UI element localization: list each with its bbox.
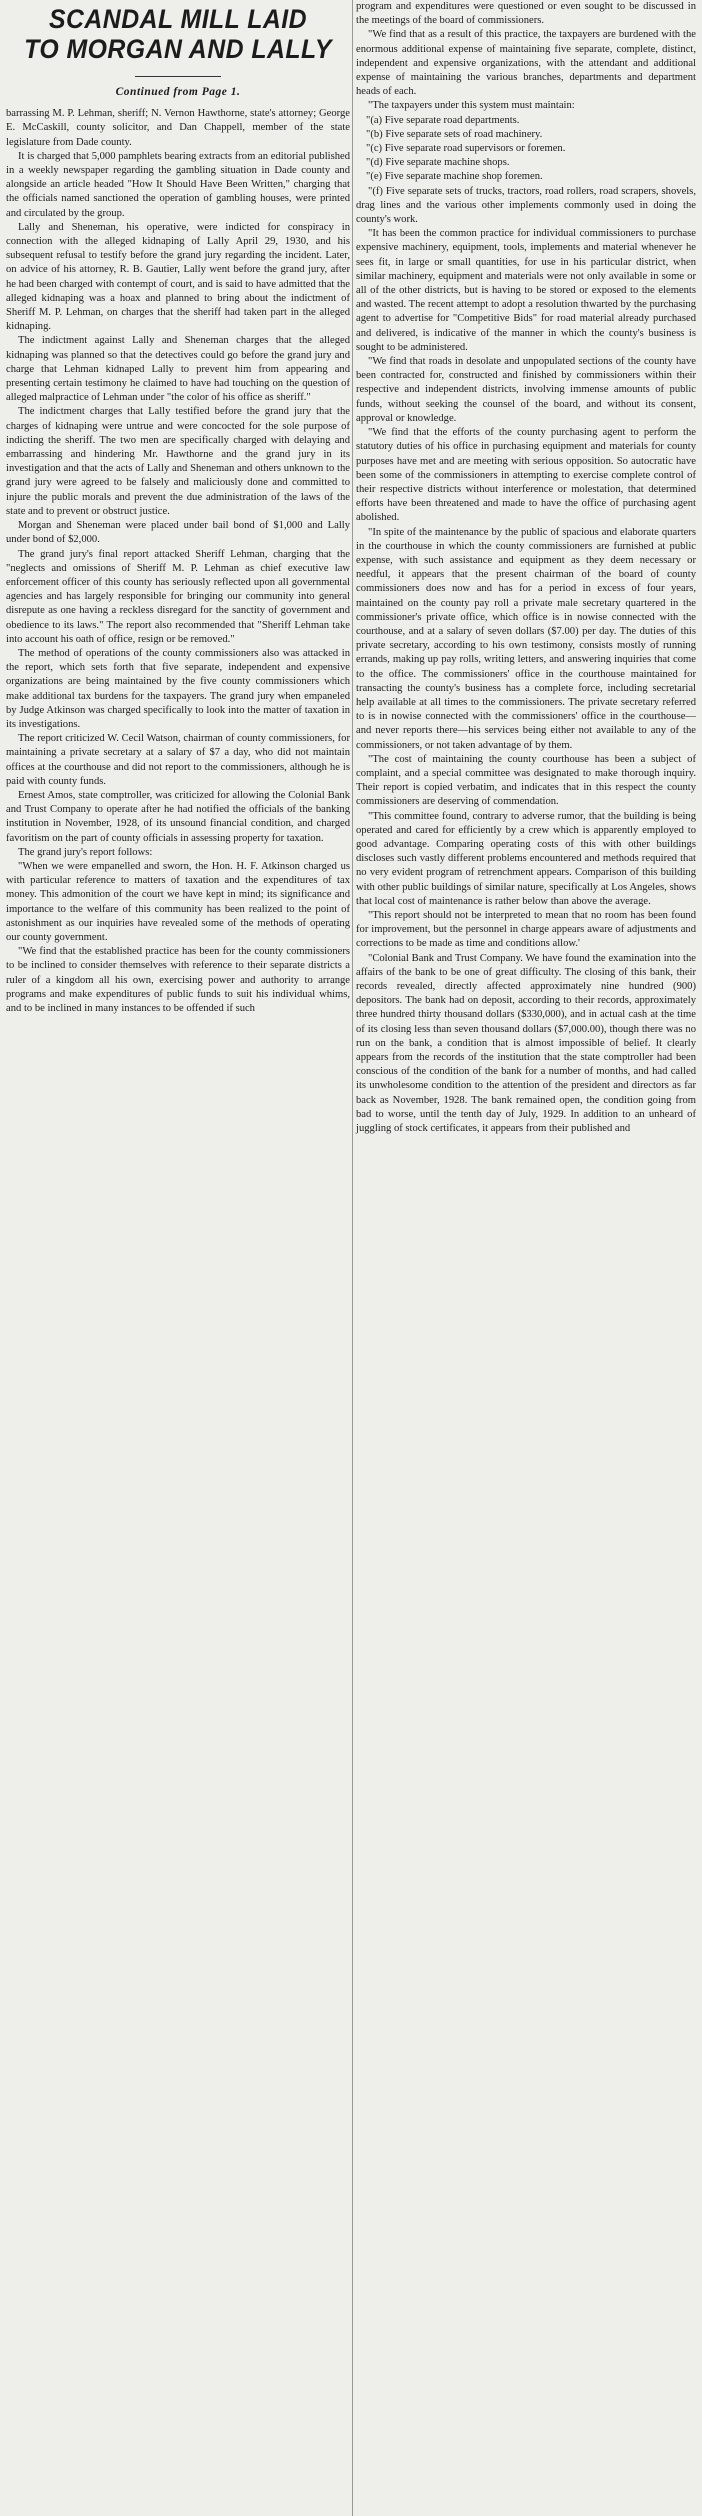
article-paragraph: "It has been the common practice for individual commissioners to purchase expensive machinery, equipment, tools, implements and material whenever he sees fit, in large or small quantities, for use in his particular district, when similar machinery, equipment and materials were not only available in some or all of the other districts, but is having to be stored or exposed to the elements and wasted. The recent attempt to adopt a resolution thwarted by the purchasing agent to advertise for "Competitive Bids" for road material already purchased and delivered, is indicative of the manner in which the county's business is sought to be administered. — [356, 228, 696, 353]
left-column — [6, 0, 350, 1016]
article-paragraph: "(e) Five separate machine shop foremen. — [366, 171, 543, 183]
headline — [20, 4, 336, 64]
article-paragraph: It is charged that 5,000 pamphlets bearing extracts from an editorial published in a weekly newspaper regarding the gambling situation in Dade county and alongside an article headed "How It Should Have Been Written," charging that the officials named sanctioned the operation of gambling houses, were printed and circulated by the group. — [6, 150, 350, 219]
article-paragraph: The indictment charges that Lally testified before the grand jury that the charges of kidnaping were untrue and were concocted for the sole purpose of indicting the sheriff. The two men are specifically charged with delaying and embarrassing and hindering Mr. Hawthorne and the grand jury in its investigation and that the acts of Lally and Sheneman and others unknown to the grand jury were agreed to be falsely and maliciously done and committed to injure the public morals and prevent the due administration of the laws of the state and to prevent or obstruct justice. — [6, 406, 350, 517]
column-rule — [352, 0, 353, 2516]
article-paragraph: Ernest Amos, state comptroller, was criticized for allowing the Colonial Bank and Trust Company to operate after he had notified the officials of the banking institution in November, 1928, of its unsound financial condition, and charged favoritism on the part of county officials in assessing property for taxation. — [6, 789, 350, 844]
headline-rule — [135, 76, 221, 77]
article-paragraph: "This report should not be interpreted to mean that no room has been found for improvement, but the personnel in charge appears aware of adjustments and corrections to be made as time and conditions allow.' — [356, 910, 696, 950]
article-paragraph: "(f) Five separate sets of trucks, tractors, road rollers, road scrapers, shovels, drag lines and the various other implements commonly used in doing the county's work. — [356, 185, 696, 226]
headline-line-1: SCANDAL MILL LAID — [48, 4, 308, 34]
article-paragraph: "The taxpayers under this system must maintain: — [368, 100, 575, 112]
article-paragraph: The grand jury's report follows: — [18, 846, 153, 858]
article-paragraph: "We find that the efforts of the county purchasing agent to perform the statutory duties of his office in purchasing equipment and materials for county purposes have met and are meeting with serious opposition. So autocratic have been some of the commissioners in attempting to exercise complete control of their respective districts without interference or molestation, that determined efforts have been threatened and made to have the office of purchasing agent abolished. — [356, 427, 696, 524]
article-paragraph: Morgan and Sheneman were placed under bail bond of $1,000 and Lally under bond of $2,000. — [6, 520, 350, 546]
article-paragraph: "When we were empanelled and sworn, the Hon. H. F. Atkinson charged us with particular reference to matters of taxation and the expenditures of tax money. This admonition of the court we have kept in mind; its significance and importance to the welfare of this community has been realized to the point of astonishment as our inquiries have revealed some of the methods of operating our county government. — [6, 860, 350, 943]
right-column-body — [356, 0, 696, 1136]
article-paragraph: "(c) Five separate road supervisors or foremen. — [366, 143, 566, 155]
headline-line-2: TO MORGAN AND LALLY — [24, 34, 332, 64]
article-paragraph: "Colonial Bank and Trust Company. We have found the examination into the affairs of the bank to be one of great difficulty. The closing of this bank, their records revealed, directly affected approximately nine hundred (900) depositors. The bank had on deposit, according to their records, approximately three hundred thirty thousand dollars ($330,000), and in actual cash at the time of its closing less than seven thousand dollars ($7,000.00), though there was no run on the bank, a condition that is almost impossible of belief. It clearly appears from the records of the institution that the state comptroller had been conscious of the condition of the bank for a number of months, and had called its unwholesome condition to the attention of the president and directors as far back as November, 1928. The bank remained open, the condition going from bad to worse, until the tenth day of July, 1929. In addition to an unheard of juggling of stock certificates, it appears from their published and — [356, 952, 696, 1135]
right-column — [356, 0, 696, 1136]
article-paragraph: "This committee found, contrary to adverse rumor, that the building is being operated and cared for efficiently by a crew which is apparently employed to good advantage. Comparing operating costs of this with other buildings discloses such vastly different problems encountered and methods required that no very evident program of retrenchment appears. Comparison of this building with other public buildings of similar nature, specifically at Los Angeles, shows that local cost of maintenance is rather below than above the average. — [356, 810, 696, 907]
article-paragraph: "(b) Five separate sets of road machinery. — [366, 128, 543, 140]
article-paragraph: The method of operations of the county commissioners also was attacked in the report, which sets forth that five separate, independent and expensive organizations are being maintained by the five county commissioners which make additional tax burdens for the taxpayers. The grand jury when empaneled by Judge Atkinson was charged specifically to look into the matter of taxation in its investigations. — [6, 647, 350, 730]
article-paragraph: "(d) Five separate machine shops. — [366, 157, 510, 169]
article-paragraph: "(a) Five separate road departments. — [366, 114, 520, 126]
continued-note: Continued from Page 1. — [115, 86, 241, 98]
article-paragraph: "The cost of maintaining the county courthouse has been a subject of complaint, and a special committee was designated to make thorough inquiry. Their report is copied verbatim, and indicates that in this respect the county commissioners are deserving of commendation. — [356, 753, 696, 808]
article-paragraph: "We find that the established practice has been for the county commissioners to be inclined to consider themselves with reference to their separate districts a ruler of a kingdom all his own, exercising power and authority to arrange programs and make expenditures of public funds to suit his individual whims, and to be inclined in many instances to be offended if such — [6, 946, 350, 1014]
article-paragraph: "In spite of the maintenance by the public of spacious and elaborate quarters in the courthouse in which the county commissioners are furnished at public expense, with such assistance and equipment as they deem necessary or needful, it appears that the present chairman of the board of county commissioners does now and has for a period in excess of four years, maintained on the county pay roll a private male secretary quartered in the commissioner's private office, which office is in nowise connected with the courthouse, and at a salary of seven dollars ($7.00) per day. The duties of this private secretary, according to his own testimony, consists mostly of running errands, making up pay rolls, writing letters, and answering inquiries that come to the office. The commissioners' office in the courthouse maintained for transacting the county's business has a complete force, including secretarial help available at all times to the commissioners. The private secretary referred to is in nowise connected with the commissioners' office in the courthouse—and never reports there—his services being either not available to any of the commissioners, or not taken advantage of by them. — [356, 526, 696, 751]
article-paragraph: Lally and Sheneman, his operative, were indicted for conspiracy in connection with the alleged kidnaping of Lally April 29, 1930, and his subsequent refusal to testify before the grand jury regarding the incident. Later, on advice of his attorney, R. B. Gautier, Lally went before the grand jury, after he had been charged with contempt of court, and is said to have admitted that the alleged kidnaping was a hoax and planned to bring about the indictment of Sheriff M. P. Lehman, on charges that the sheriff had taken part in the alleged kidnaping. — [6, 221, 350, 333]
left-column-body — [6, 107, 350, 1016]
article-paragraph: The indictment against Lally and Sheneman charges that the alleged kidnaping was planned so that the detectives could go before the grand jury and charge that Lehman kidnaped Lally to prevent him from appearing and presenting certain testimony he claimed to have had touching on the question of alleged malpractice of Lehman under "the color of his office as sheriff." — [6, 335, 350, 404]
article-paragraph: program and expenditures were questioned or even sought to be discussed in the meetings of the board of commissioners. — [356, 1, 696, 27]
article-paragraph: barrassing M. P. Lehman, sheriff; N. Vernon Hawthorne, state's attorney; George E. McCaskill, county solicitor, and Dan Chappell, member of the state legislature from Dade county. — [6, 108, 350, 148]
article-paragraph: "We find that as a result of this practice, the taxpayers are burdened with the enormous additional expense of maintaining five separate, complete, distinct, independent and expensive organizations, with the attendant and additional expense of maintaining the various branches, departments and department heads of each. — [356, 29, 696, 98]
article-paragraph: The report criticized W. Cecil Watson, chairman of county commissioners, for maintaining a private secretary at a salary of $7 a day, who did not maintain offices at the courthouse and did not report to the commissioners, although he is paid with county funds. — [6, 733, 350, 787]
article-paragraph: "We find that roads in desolate and unpopulated sections of the county have been contracted for, constructed and finished by commissioners within their respective and independent districts, involving immense amounts of public funds, without seeking the counsel of the board, and without its consent, approval or knowledge. — [356, 356, 696, 424]
article-paragraph: The grand jury's final report attacked Sheriff Lehman, charging that the "neglects and omissions of Sheriff M. P. Lehman as chief executive law enforcement officer of this county has seriously reflected upon all governmental agencies and has largely responsible for bringing our community into general disrepute as one having a reckless disregard for the sanctity of government and obedience to its laws." The report also recommended that "Sheriff Lehman take into account his oath of office, resign or be removed." — [6, 548, 350, 645]
